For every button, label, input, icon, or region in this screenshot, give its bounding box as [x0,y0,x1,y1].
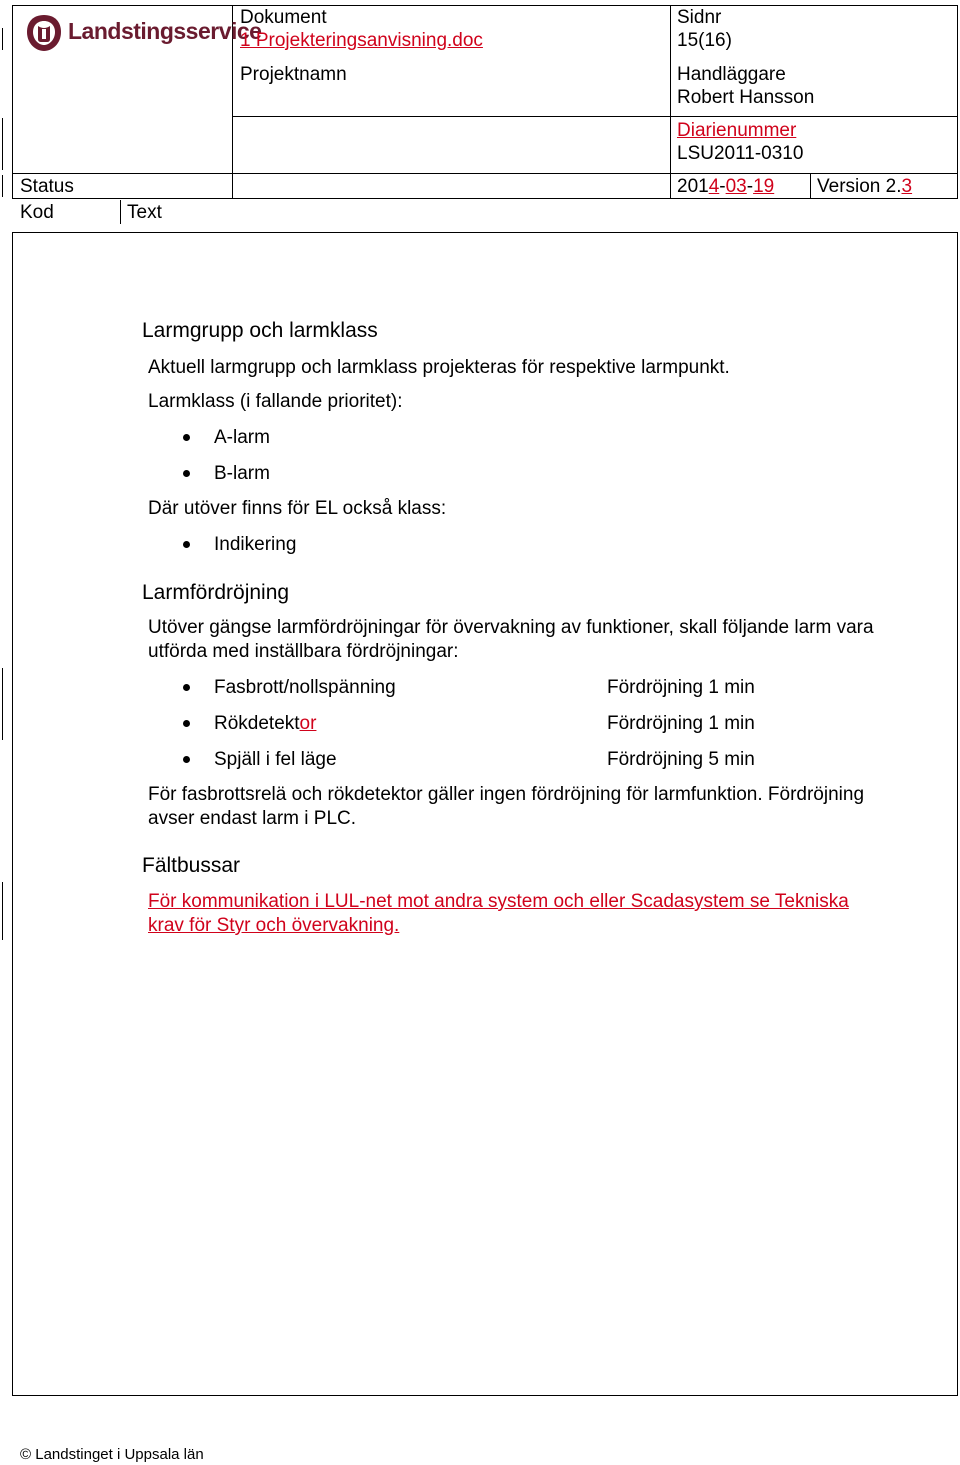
copyright-icon: © [20,1446,32,1463]
reference-link[interactable]: krav för Styr och övervakning. [148,915,400,936]
header-row-divider-2 [12,173,958,174]
document-label: Dokument [240,7,327,28]
bullet [183,470,190,477]
delay-item-value: Fördröjning 1 min [607,677,755,698]
paragraph: Utöver gängse larmfördröjningar för övervakning av funktioner, skall följande larm vara [148,617,874,638]
header-left-border [12,5,13,198]
header-top-border [12,5,958,6]
header-right-border [957,5,958,198]
paragraph: För fasbrottsrelä och rökdetektor gäller ingen fördröjning för larmfunktion. Fördröjning [148,784,865,805]
diarienummer-label: Diarienummer [677,120,797,141]
footer [20,1446,204,1464]
delay-item-value: Fördröjning 5 min [607,749,755,770]
text-label: Text [127,202,162,223]
list-item: Indikering [214,534,297,555]
paragraph: utförda med inställbara fördröjningar: [148,641,459,662]
footer-text: Landstinget i Uppsala län [35,1446,204,1463]
paragraph: avser endast larm i PLC. [148,808,357,829]
document-date: 2014-03-19 [677,176,775,197]
delay-item-name: Fasbrott/nollspänning [214,677,396,698]
landstingsservice-logo [24,10,262,56]
paragraph: Larmklass (i fallande prioritet): [148,391,403,412]
reference-link[interactable]: För kommunikation i LUL-net mot andra system och eller Scadasystem se Tekniska [148,891,849,912]
revision-bar [2,118,3,170]
bullet [183,434,190,441]
list-item: A-larm [214,427,270,448]
paragraph: Aktuell larmgrupp och larmklass projekteras för respektive larmpunkt. [148,357,730,378]
delay-item-value: Fördröjning 1 min [607,713,755,734]
revision-bar [2,882,3,940]
sidnr-label: Sidnr [677,7,722,28]
header-col-divider-2 [670,5,671,198]
header-row-divider-1 [232,116,958,117]
kod-label: Kod [20,202,54,223]
projektnamn-label: Projektnamn [240,64,347,85]
paragraph: Där utöver finns för EL också klass: [148,498,447,519]
bullet [183,684,190,691]
bullet [183,720,190,727]
list-item: B-larm [214,463,270,484]
document-version: Version 2.3 [817,176,913,197]
revision-bar [2,28,3,50]
logo-icon [24,12,64,54]
bullet [183,541,190,548]
diarienummer-value: LSU2011-0310 [677,143,804,164]
revision-bar [2,668,3,740]
delay-item-name: Spjäll i fel läge [214,749,337,770]
heading-larmfordrojning: Larmfördröjning [142,581,290,604]
heading-faltbussar: Fältbussar [142,854,241,877]
bullet [183,756,190,763]
kod-text-divider [120,200,121,224]
logo-wordmark: Landstingsservice [68,18,262,44]
delay-item-name: Rökdetektor [214,713,317,734]
header-row-divider-3 [12,198,958,199]
sidnr-value: 15(16) [677,30,732,51]
status-label: Status [20,176,74,197]
handlaggare-label: Handläggare [677,64,786,85]
revision-bar [2,175,3,197]
handlaggare-value: Robert Hansson [677,87,815,108]
header-col-divider-3 [810,173,811,198]
document-name-link[interactable]: 1 Projekteringsanvisning.doc [240,30,483,51]
heading-larmgrupp: Larmgrupp och larmklass [142,319,378,342]
